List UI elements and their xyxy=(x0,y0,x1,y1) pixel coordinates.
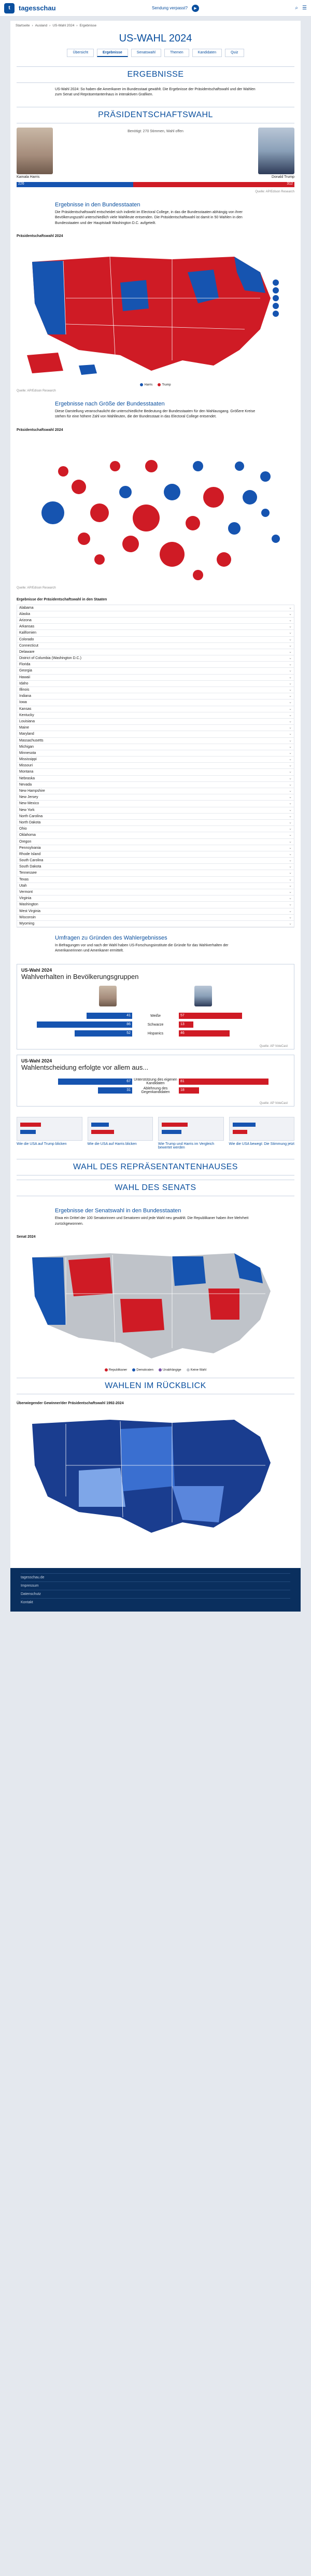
state-row[interactable] xyxy=(17,858,294,864)
group-label: Weiße xyxy=(150,1014,161,1018)
chevron-down-icon: ⌄ xyxy=(289,789,292,793)
search-icon[interactable]: ⌕ xyxy=(295,5,299,11)
chevron-down-icon: ⌄ xyxy=(289,738,292,743)
chevron-down-icon: ⌄ xyxy=(289,846,292,850)
content-page xyxy=(10,21,301,1612)
bubble-map-label: Präsidentschaftswahl 2024 xyxy=(17,428,63,432)
trump-bar: 57 xyxy=(179,1013,242,1019)
history-map-label: Überwiegender Gewinner/der Präsidentschaftswahl 1992-2024 xyxy=(17,1402,124,1406)
state-name: New Mexico xyxy=(19,802,39,806)
group-label: Schwarze xyxy=(147,1023,164,1027)
state-row[interactable] xyxy=(17,738,294,744)
state-name: Pennsylvania xyxy=(19,846,41,850)
thumbnail xyxy=(88,1117,153,1141)
state-row[interactable] xyxy=(17,605,294,611)
state-bubble[interactable] xyxy=(122,536,139,552)
chevron-down-icon: ⌄ xyxy=(289,643,292,648)
chevron-down-icon: ⌄ xyxy=(289,719,292,723)
gallery-item[interactable]: Wie Trump und Harris im Vergleich bewertet werden xyxy=(158,1117,224,1150)
polls-text: In Befragungen vor und nach der Wahl haben US-Forschungsinstitute die Gründe für das Wahlverhalten der Amerikanerinnen und Amerikaner ermittelt. xyxy=(55,944,229,953)
harris-name: Kamala Harris xyxy=(17,175,40,179)
state-row[interactable] xyxy=(17,776,294,782)
electoral-vote-bar xyxy=(17,182,294,187)
card-title: Wahlverhalten in Bevölkerungsgruppen xyxy=(21,973,139,981)
footer-link[interactable]: Impressum xyxy=(21,1581,290,1590)
state-row[interactable] xyxy=(17,921,294,927)
chevron-down-icon: ⌄ xyxy=(289,808,292,812)
tab-overview[interactable]: Übersicht xyxy=(67,49,94,57)
harris-bar: 67 xyxy=(58,1079,132,1085)
state-name: Ohio xyxy=(19,827,27,831)
trump-vote-bar: 312 xyxy=(133,182,294,187)
state-name: Iowa xyxy=(19,701,27,705)
senate-map-label: Senat 2024 xyxy=(17,1235,36,1239)
source-note: Quelle: AP/Edison Research xyxy=(17,389,56,393)
senate-map[interactable] xyxy=(17,1242,294,1366)
tab-bar xyxy=(10,49,301,62)
state-name: Arkansas xyxy=(19,625,35,629)
bubble-map-heading: Ergebnisse nach Größe der Bundesstaaten xyxy=(55,401,165,408)
state-name: Alabama xyxy=(19,606,34,610)
chevron-down-icon: ⌄ xyxy=(289,758,292,762)
state-row[interactable] xyxy=(17,731,294,737)
state-row[interactable] xyxy=(17,675,294,681)
states-map-heading: Ergebnisse in den Bundesstaaten xyxy=(55,202,140,208)
chevron-down-icon: ⌄ xyxy=(289,694,292,698)
state-row[interactable] xyxy=(17,757,294,763)
tab-results[interactable]: Ergebnisse xyxy=(97,49,128,57)
legend-harris: Harris xyxy=(140,383,152,387)
state-bubble[interactable] xyxy=(78,533,90,545)
breadcrumb-item[interactable]: Ausland xyxy=(35,24,48,27)
breadcrumb: Startseite › Ausland › US-Wahl 2024 › Ergebnisse xyxy=(16,24,97,27)
state-row[interactable] xyxy=(17,687,294,693)
chevron-down-icon: ⌄ xyxy=(289,814,292,818)
harris-portrait xyxy=(99,986,117,1006)
state-row[interactable] xyxy=(17,630,294,636)
state-bubble[interactable] xyxy=(193,570,203,580)
chevron-down-icon: ⌄ xyxy=(289,921,292,926)
senate-subheading: Ergebnisse der Senatswahl in den Bundesstaaten xyxy=(55,1208,181,1214)
brand-logo-icon[interactable]: t xyxy=(4,3,15,13)
harris-vote-bar: 226 xyxy=(17,182,133,187)
state-row[interactable] xyxy=(17,895,294,902)
bubble-map-text: Diese Darstellung veranschaulicht die unterschiedliche Bedeutung der Bundesstaaten für den Wahlausgang. Größere Kreise stehen für eine höhere Zahl von Wahlleuten, die der Bundesstaat in das Electoral College entsendet. xyxy=(55,410,256,419)
state-name: Maine xyxy=(19,726,30,730)
state-bubble[interactable] xyxy=(58,466,68,477)
chevron-down-icon: ⌄ xyxy=(289,782,292,787)
polls-heading: Umfragen zu Gründen des Wahlergebnisses xyxy=(55,935,167,942)
tab-candidates[interactable]: Kandidaten xyxy=(192,49,222,57)
state-name: Utah xyxy=(19,884,27,888)
state-row[interactable] xyxy=(17,624,294,630)
page-footer xyxy=(10,1568,301,1612)
chevron-down-icon: ⌄ xyxy=(289,713,292,717)
chevron-down-icon: ⌄ xyxy=(289,776,292,780)
state-row[interactable] xyxy=(17,820,294,826)
source-note: Quelle: AP VoteCast xyxy=(259,1102,288,1105)
gallery-item[interactable]: Wie die USA auf Trump blicken xyxy=(17,1117,82,1150)
harris-bar: 41 xyxy=(87,1013,132,1019)
state-name: Georgia xyxy=(19,669,32,673)
needed-label: Benötigt: 270 Stimmen, Wahl offen xyxy=(128,130,183,134)
state-name: Arizona xyxy=(19,618,32,622)
chevron-down-icon: ⌄ xyxy=(289,637,292,641)
trump-bar: 81 xyxy=(179,1079,268,1085)
state-row[interactable] xyxy=(17,870,294,876)
chevron-down-icon: ⌄ xyxy=(289,606,292,610)
footer-link[interactable]: tagesschau.de xyxy=(21,1573,290,1581)
card-kicker: US-Wahl 2024 xyxy=(21,968,52,973)
state-row[interactable] xyxy=(17,744,294,750)
state-name: Kansas xyxy=(19,707,32,711)
state-row[interactable] xyxy=(17,839,294,845)
group-label: Unterstützung des eigenen Kandidaten xyxy=(134,1078,177,1086)
breadcrumb-item[interactable]: US-Wahl 2024 xyxy=(52,24,75,27)
state-name: Delaware xyxy=(19,650,35,654)
chevron-down-icon: ⌄ xyxy=(289,859,292,863)
trump-bar: 13 xyxy=(179,1021,193,1028)
state-name: Oklahoma xyxy=(19,833,36,837)
chevron-down-icon: ⌄ xyxy=(289,897,292,901)
us-results-map[interactable] xyxy=(17,241,294,381)
trump-bar: 46 xyxy=(179,1030,230,1037)
top-bar xyxy=(0,0,311,17)
state-bubble[interactable] xyxy=(133,505,160,531)
tab-quiz[interactable]: Quiz xyxy=(225,49,244,57)
state-row[interactable] xyxy=(17,908,294,915)
legend-no-election: Keine Wahl xyxy=(187,1368,206,1372)
state-name: Wisconsin xyxy=(19,915,36,919)
chevron-down-icon: ⌄ xyxy=(289,764,292,768)
page-title: US-WAHL 2024 xyxy=(119,33,192,44)
state-bubble[interactable] xyxy=(193,461,203,471)
state-row[interactable] xyxy=(17,681,294,687)
state-row[interactable] xyxy=(17,655,294,662)
source-note: Quelle: AP/Edison Research xyxy=(17,586,56,590)
chevron-down-icon: ⌄ xyxy=(289,663,292,667)
state-name: Hawaii xyxy=(19,675,31,679)
trump-portrait xyxy=(258,128,294,174)
state-name: Wyoming xyxy=(19,921,35,926)
legend-independents: Unabhängige xyxy=(159,1368,181,1372)
state-bubble[interactable] xyxy=(119,486,132,498)
chevron-down-icon: ⌄ xyxy=(289,751,292,755)
chevron-down-icon: ⌄ xyxy=(289,631,292,635)
state-name: Idaho xyxy=(19,681,29,685)
state-name: Minnesota xyxy=(19,751,36,755)
state-row[interactable] xyxy=(17,864,294,870)
state-name: District of Columbia (Washington D.C.) xyxy=(19,656,81,661)
chevron-down-icon: ⌄ xyxy=(289,770,292,774)
state-row[interactable] xyxy=(17,706,294,712)
state-bubble[interactable] xyxy=(228,522,241,535)
chevron-down-icon: ⌄ xyxy=(289,802,292,806)
chevron-down-icon: ⌄ xyxy=(289,915,292,919)
state-name: Alaska xyxy=(19,612,31,616)
state-name: Michigan xyxy=(19,745,34,749)
group-label: Ablehnung des Gegenkandidaten xyxy=(141,1087,170,1095)
thumbnail xyxy=(229,1117,295,1141)
demographics-card xyxy=(17,964,294,1049)
state-name: Colorado xyxy=(19,637,34,641)
source-note: Quelle: AP VoteCast xyxy=(259,1045,288,1048)
state-row[interactable] xyxy=(17,807,294,814)
reasons-card xyxy=(17,1055,294,1107)
group-label: Hispanics xyxy=(147,1031,164,1035)
chevron-down-icon: ⌄ xyxy=(289,701,292,705)
state-name: North Carolina xyxy=(19,814,43,818)
chevron-down-icon: ⌄ xyxy=(289,669,292,673)
poll-row xyxy=(21,1012,290,1019)
state-name: Indiana xyxy=(19,694,31,698)
state-bubble[interactable] xyxy=(90,503,109,522)
state-bubble[interactable] xyxy=(261,509,270,517)
state-row[interactable] xyxy=(17,769,294,775)
states-list-heading: Ergebnisse der Präsidentschaftswahl in den Staaten xyxy=(17,597,107,601)
legend-republicans: Republikaner xyxy=(105,1368,127,1372)
state-row[interactable] xyxy=(17,699,294,706)
state-name: Illinois xyxy=(19,688,30,692)
legend-trump: Trump xyxy=(158,383,171,387)
harris-portrait xyxy=(17,128,53,174)
state-name: Montana xyxy=(19,770,34,774)
state-bubble[interactable] xyxy=(243,490,257,505)
harris-bar: 31 xyxy=(98,1087,132,1094)
brand-name[interactable]: tagesschau xyxy=(19,4,56,12)
footer-link[interactable]: Kontakt xyxy=(21,1598,290,1606)
state-row[interactable] xyxy=(17,788,294,794)
chevron-down-icon: ⌄ xyxy=(289,656,292,661)
results-intro: US-Wahl 2024: So haben die Amerikaner im Bundesstaat gewählt. Die Ergebnisse der Präsidentschaftswahl und der Wahlen zum Senat und Repräsentantenhaus in interaktiven Grafiken. xyxy=(55,88,256,97)
state-bubble[interactable] xyxy=(145,460,158,472)
card-title: Wahlentscheidung erfolgte vor allem aus... xyxy=(21,1063,149,1072)
state-row[interactable] xyxy=(17,693,294,699)
harris-bar: 52 xyxy=(75,1030,132,1037)
president-heading: PRÄSIDENTSCHAFTSWAHL xyxy=(17,107,294,123)
harris-bar: 86 xyxy=(37,1021,132,1028)
state-name: Louisiana xyxy=(19,719,35,723)
state-name: Nevada xyxy=(19,782,32,787)
chevron-down-icon: ⌄ xyxy=(289,618,292,622)
menu-icon[interactable]: ☰ xyxy=(302,5,307,11)
state-bubble[interactable] xyxy=(272,535,280,543)
chevron-down-icon: ⌄ xyxy=(289,852,292,856)
senate-text: Etwa ein Drittel der 100 Senatorinnen und Senatoren wird jede Wahl neu gewählt. Die Republikaner haben ihre Mehrheit zurückgewonnen. xyxy=(55,1216,249,1226)
thumbnail xyxy=(17,1117,82,1141)
state-bubble[interactable] xyxy=(164,484,180,500)
state-name: Maryland xyxy=(19,732,34,736)
state-bubble[interactable] xyxy=(260,471,271,482)
state-name: Kalifornien xyxy=(19,631,37,635)
chevron-down-icon: ⌄ xyxy=(289,903,292,907)
footer-link[interactable]: Datenschutz xyxy=(21,1590,290,1598)
chevron-down-icon: ⌄ xyxy=(289,795,292,800)
chevron-down-icon: ⌄ xyxy=(289,675,292,679)
state-name: Mississippi xyxy=(19,758,37,762)
state-name: Texas xyxy=(19,877,29,881)
state-bubble[interactable] xyxy=(186,516,200,530)
results-heading: ERGEBNISSE xyxy=(17,66,294,83)
state-name: Washington xyxy=(19,903,38,907)
chevron-down-icon: ⌄ xyxy=(289,612,292,616)
state-row[interactable] xyxy=(17,763,294,769)
state-row[interactable] xyxy=(17,643,294,649)
state-row[interactable] xyxy=(17,814,294,820)
state-bubble[interactable] xyxy=(94,554,105,565)
state-name: Nebraska xyxy=(19,776,35,780)
state-name: New Hampshire xyxy=(19,789,45,793)
chevron-down-icon: ⌄ xyxy=(289,745,292,749)
state-row[interactable] xyxy=(17,826,294,832)
chevron-down-icon: ⌄ xyxy=(289,871,292,875)
state-row[interactable] xyxy=(17,883,294,889)
breadcrumb-item[interactable]: Startseite xyxy=(16,24,30,27)
state-name: Virginia xyxy=(19,897,32,901)
state-row[interactable] xyxy=(17,719,294,725)
history-map[interactable] xyxy=(17,1408,294,1543)
trump-name: Donald Trump xyxy=(272,175,294,179)
poll-row xyxy=(21,1030,290,1037)
gallery xyxy=(10,1112,301,1155)
thumbnail xyxy=(158,1117,224,1141)
breadcrumb-item: Ergebnisse xyxy=(79,24,97,27)
state-row[interactable] xyxy=(17,668,294,674)
state-name: North Dakota xyxy=(19,820,41,824)
states-map-label: Präsidentschaftswahl 2024 xyxy=(17,234,63,238)
chevron-down-icon: ⌄ xyxy=(289,890,292,894)
legend-democrats: Demokraten xyxy=(132,1368,153,1372)
gallery-item[interactable]: Wie die USA auf Harris blicken xyxy=(88,1117,153,1150)
chevron-down-icon: ⌄ xyxy=(289,833,292,837)
state-row[interactable] xyxy=(17,637,294,643)
state-name: Oregon xyxy=(19,839,32,844)
gallery-item[interactable]: Wie die USA bewegt: Die Stimmung jetzt xyxy=(229,1117,295,1150)
state-row[interactable] xyxy=(17,618,294,624)
state-row[interactable] xyxy=(17,801,294,807)
chevron-down-icon: ⌄ xyxy=(289,726,292,730)
state-name: Tennessee xyxy=(19,871,37,875)
state-bubble[interactable] xyxy=(235,461,244,471)
chevron-down-icon: ⌄ xyxy=(289,625,292,629)
state-name: Florida xyxy=(19,663,31,667)
state-name: Kentucky xyxy=(19,713,34,717)
state-name: Massachusetts xyxy=(19,738,44,743)
poll-row xyxy=(21,1087,290,1094)
live-label[interactable]: Sendung verpasst? xyxy=(152,6,188,10)
state-bubble[interactable] xyxy=(72,480,86,494)
state-name: New Jersey xyxy=(19,795,38,800)
state-bubble[interactable] xyxy=(217,552,231,567)
state-bubble[interactable] xyxy=(203,487,224,508)
state-bubble[interactable] xyxy=(110,461,120,471)
states-map-text: Die Präsidentschaftswahl entscheidet sich indirekt im Electoral College, in das die Bundesstaaten abhängig von ihrer Bevölkerungszahl unterschiedlich viele Wahlleute entsenden. Die Präsidentschaftswahl ist damit in 50 Wahlen in den Bundesstaaten und der Hauptstadt Washington D.C. aufgeteilt. xyxy=(55,211,243,225)
chevron-down-icon: ⌄ xyxy=(289,820,292,824)
state-row[interactable] xyxy=(17,851,294,858)
state-row[interactable] xyxy=(17,832,294,838)
chevron-down-icon: ⌄ xyxy=(289,707,292,711)
state-name: West Virginia xyxy=(19,909,40,913)
state-row[interactable] xyxy=(17,794,294,801)
state-name: Connecticut xyxy=(19,643,38,648)
state-row[interactable] xyxy=(17,725,294,731)
state-name: South Carolina xyxy=(19,859,44,863)
state-row[interactable] xyxy=(17,902,294,908)
state-row[interactable] xyxy=(17,889,294,895)
tab-topics[interactable]: Themen xyxy=(164,49,189,57)
state-name: Vermont xyxy=(19,890,33,894)
state-row[interactable] xyxy=(17,845,294,851)
chevron-down-icon: ⌄ xyxy=(289,688,292,692)
chevron-down-icon: ⌄ xyxy=(289,884,292,888)
house-heading: WAHL DES REPRÄSENTANTENHAUSES xyxy=(17,1159,294,1175)
chevron-down-icon: ⌄ xyxy=(289,732,292,736)
state-name: South Dakota xyxy=(19,865,41,869)
state-row[interactable] xyxy=(17,712,294,719)
state-name: Rhode Island xyxy=(19,852,41,856)
chevron-down-icon: ⌄ xyxy=(289,681,292,685)
state-name: New York xyxy=(19,808,35,812)
poll-row xyxy=(21,1078,290,1085)
history-heading: WAHLEN IM RÜCKBLICK xyxy=(17,1378,294,1394)
trump-bar: 18 xyxy=(179,1087,199,1094)
trump-portrait xyxy=(194,986,212,1006)
state-row[interactable] xyxy=(17,877,294,883)
states-accordion xyxy=(17,605,294,928)
tab-senate[interactable]: Senatswahl xyxy=(131,49,161,57)
state-row[interactable] xyxy=(17,649,294,655)
senate-heading: WAHL DES SENATS xyxy=(17,1180,294,1196)
chevron-down-icon: ⌄ xyxy=(289,877,292,881)
chevron-down-icon: ⌄ xyxy=(289,650,292,654)
card-kicker: US-Wahl 2024 xyxy=(21,1058,52,1064)
state-bubble[interactable] xyxy=(41,501,64,524)
state-name: Missouri xyxy=(19,764,33,768)
chevron-down-icon: ⌄ xyxy=(289,909,292,913)
state-row[interactable] xyxy=(17,611,294,618)
poll-row xyxy=(21,1021,290,1028)
chevron-down-icon: ⌄ xyxy=(289,827,292,831)
state-row[interactable] xyxy=(17,782,294,788)
source-note: Quelle: AP/Edison Research xyxy=(255,190,294,194)
state-row[interactable] xyxy=(17,915,294,921)
chevron-down-icon: ⌄ xyxy=(289,839,292,844)
state-row[interactable] xyxy=(17,662,294,668)
chevron-down-icon: ⌄ xyxy=(289,865,292,869)
play-icon[interactable]: ▶ xyxy=(192,5,199,12)
state-row[interactable] xyxy=(17,750,294,757)
bubble-map[interactable] xyxy=(17,435,294,585)
state-bubble[interactable] xyxy=(160,542,185,567)
